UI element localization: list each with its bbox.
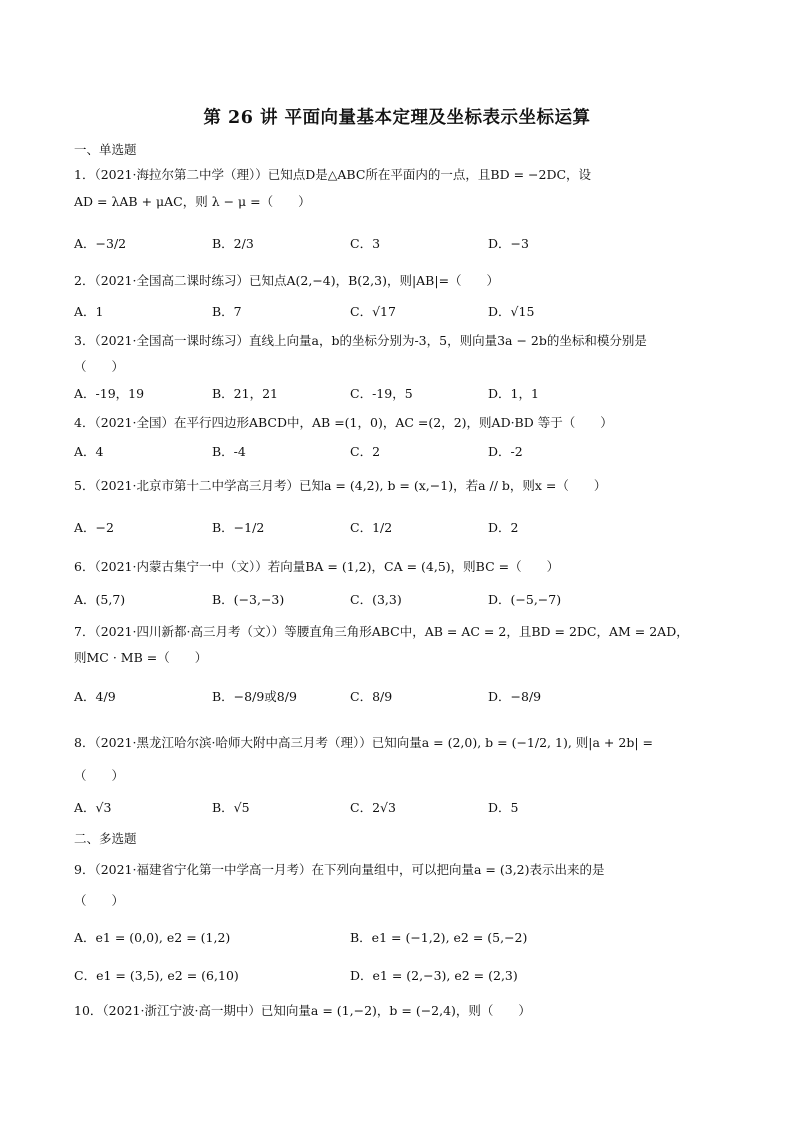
question-4-line1: 4．（2021·全国）在平行四边形ABCD中，AB =(1，0)，AC =(2，2)，则AD·BD 等于（ ） (74, 415, 613, 430)
question-4-options (74, 440, 734, 464)
option-c: C．1/2 (350, 520, 393, 535)
question-8-line1: 8．（2021·黑龙江哈尔滨·哈师大附中高三月考（理））已知向量a = (2,0), b = (−1/2, 1), 则|a + 2b| = (74, 735, 653, 750)
option-d: D．1，1 (488, 386, 539, 401)
question-9-options-row1 (74, 926, 734, 950)
option-a: A．(5,7) (74, 592, 126, 607)
option-b: B．2/3 (212, 236, 254, 251)
option-a: A．-19，19 (74, 386, 145, 401)
option-a: A．√3 (74, 800, 112, 815)
option-d: D．√15 (488, 304, 535, 319)
question-6-options (74, 588, 734, 612)
option-d: D．−3 (488, 236, 529, 251)
question-8-line2: （ ） (74, 768, 125, 783)
question-7-options (74, 685, 734, 709)
option-b: B．(−3,−3) (212, 592, 285, 607)
option-b: B．7 (212, 304, 242, 319)
page-title: 第 26 讲 平面向量基本定理及坐标表示坐标运算 (203, 108, 591, 128)
option-d: D．5 (488, 800, 519, 815)
question-9-line1: 9．（2021·福建省宁化第一中学高一月考）在下列向量组中，可以把向量a = (3,2)表示出来的是 (74, 862, 605, 877)
question-2-line1: 2．（2021·全国高二课时练习）已知点A(2,−4)，B(2,3)，则|AB|=（ ） (74, 273, 500, 288)
option-d: D．2 (488, 520, 519, 535)
question-3-line2: （ ） (74, 359, 125, 374)
option-c: C．√17 (350, 304, 396, 319)
option-c: C．2 (350, 444, 381, 459)
question-9-line2: （ ） (74, 893, 125, 908)
option-a: A．4 (74, 444, 104, 459)
option-c: C．2√3 (350, 800, 396, 815)
question-1-line2: AD = λAB + μAC，则 λ − μ =（ ） (74, 194, 311, 209)
option-a: A．1 (74, 304, 104, 319)
option-a: A．4/9 (74, 689, 116, 704)
question-7-line2: 则MC · MB =（ ） (74, 650, 208, 665)
option-c: C．e1 = (3,5), e2 = (6,10) (74, 968, 239, 983)
option-c: C．(3,3) (350, 592, 402, 607)
question-3-line1: 3．（2021·全国高一课时练习）直线上向量a，b的坐标分别为-3，5，则向量3a − 2b的坐标和模分别是 (74, 333, 647, 348)
option-b: B．e1 = (−1,2), e2 = (5,−2) (350, 930, 528, 945)
section-multiple-choice: 二、多选题 (74, 831, 137, 846)
option-a: A．−3/2 (74, 236, 127, 251)
question-7-line1: 7．（2021·四川新都·高三月考（文））等腰直角三角形ABC中，AB = AC = 2，且BD = 2DC，AM = 2AD， (74, 624, 689, 639)
option-b: B．-4 (212, 444, 246, 459)
option-c: C．3 (350, 236, 381, 251)
option-c: C．8/9 (350, 689, 393, 704)
question-1-line1: 1．（2021·海拉尔第二中学（理））已知点D是△ABC所在平面内的一点，且BD = −2DC，设 (74, 167, 592, 182)
option-c: C．-19，5 (350, 386, 413, 401)
option-b: B．−8/9或8/9 (212, 689, 297, 704)
option-b: B．−1/2 (212, 520, 265, 535)
question-5-line1: 5．（2021·北京市第十二中学高三月考）已知a = (4,2), b = (x,−1)，若a // b，则x =（ ） (74, 478, 607, 493)
question-3-options (74, 382, 734, 406)
question-10-line1: 10．（2021·浙江宁波·高一期中）已知向量a = (1,−2)，b = (−2,4)，则（ ） (74, 1003, 531, 1018)
option-b: B．21，21 (212, 386, 278, 401)
option-a: A．−2 (74, 520, 114, 535)
question-6-line1: 6．（2021·内蒙古集宁一中（文））若向量BA = (1,2)，CA = (4,5)，则BC =（ ） (74, 559, 560, 574)
option-b: B．√5 (212, 800, 250, 815)
question-2-options (74, 300, 734, 324)
question-5-options (74, 516, 734, 540)
question-1-options (74, 232, 734, 256)
option-d: D．−8/9 (488, 689, 542, 704)
option-a: A．e1 = (0,0), e2 = (1,2) (74, 930, 231, 945)
option-d: D．(−5,−7) (488, 592, 562, 607)
option-d: D．e1 = (2,−3), e2 = (2,3) (350, 968, 518, 983)
question-9-options-row2 (74, 964, 734, 988)
question-8-options (74, 796, 734, 820)
section-single-choice: 一、单选题 (74, 142, 137, 157)
option-d: D．-2 (488, 444, 523, 459)
